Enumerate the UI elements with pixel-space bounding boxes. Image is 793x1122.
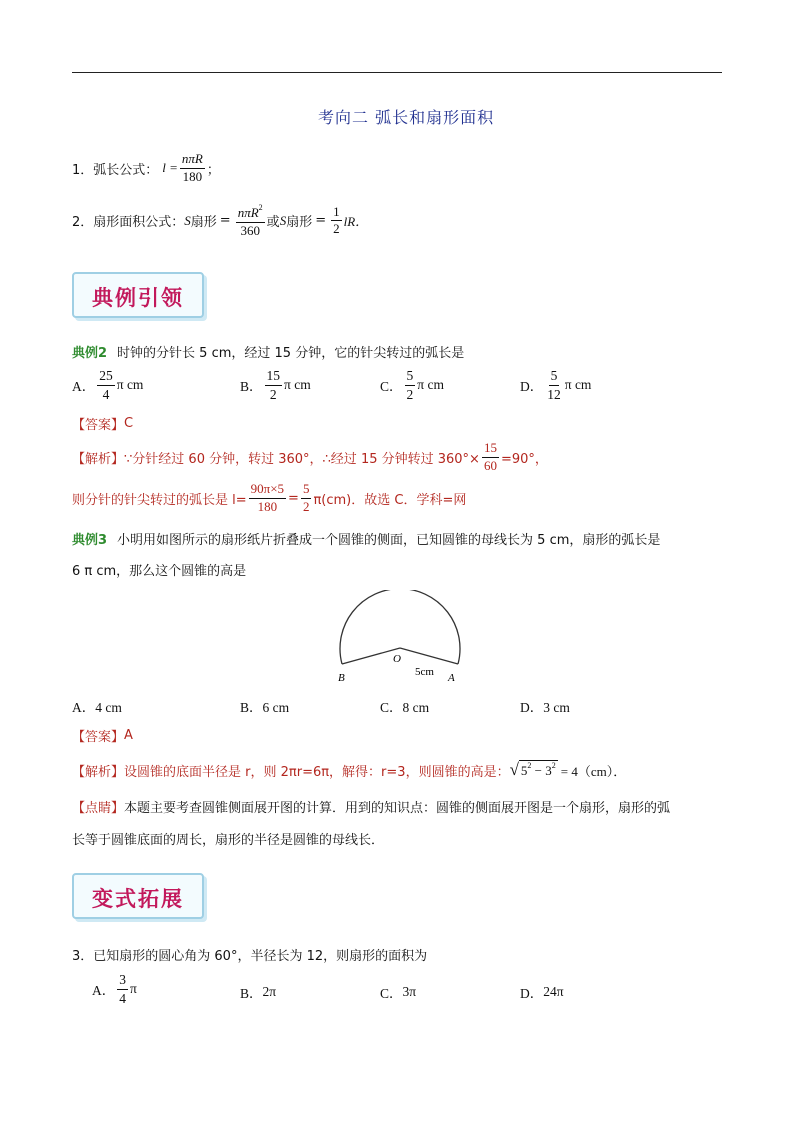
analysis-label: 【解析】 [72,451,125,467]
option-letter: B． [240,379,263,395]
formula2-tail: lR． [343,214,369,230]
formula1-lhs: l = [162,160,178,176]
option-den: 4 [119,990,126,1006]
formula2-den2: 2 [333,221,340,237]
option-num: 3 [117,972,128,990]
question3-option-a [92,972,137,1006]
variation-badge-label: 变式拓展 [92,886,184,911]
sector-point-a: A [448,672,455,684]
analysis-frac-num: 15 [482,441,499,458]
option-unit: π cm [417,377,444,393]
variation-badge [72,873,204,919]
option-letter: C． [380,986,403,1001]
option-text: 24π [543,984,564,999]
option-letter: A． [92,983,116,999]
formula2-eq: = [219,213,231,229]
analysis2-den2: 2 [302,498,310,514]
sector-center-label: O [393,653,401,665]
example3-option-d: D．3 cm [520,700,570,715]
tip-text1: 本题主要考查圆锥侧面展开图的计算．用到的知识点：圆锥的侧面展开图是一个扇形，扇形的弧 [124,801,671,816]
example3-text2: 6 π cm，那么这个圆锥的高是 [72,564,247,579]
option-unit: π cm [284,377,311,393]
option-text: 2π [262,984,277,999]
sqrt-b: 3 [545,763,552,779]
option-text: 3π [402,984,417,999]
example3-text1: 小明用如图所示的扇形纸片折叠成一个圆锥的侧面，已知圆锥的母线长为 5 cm，扇形的弧长是 [117,533,661,548]
question3-option-c [380,982,416,1002]
sector-figure [330,590,470,690]
answer-value: A [124,728,133,743]
option-den: 2 [269,386,277,402]
formula2-den: 360 [240,222,260,238]
tip-text2: 长等于圆锥底面的周长，扇形的半径是圆锥的母线长． [72,833,385,848]
example3-option-c: C．8 cm [380,700,430,715]
analysis-frac-den: 60 [483,457,497,473]
sqrt-expression [510,760,627,780]
analysis2-tail: π(cm)．故选 C．学科=网 [313,492,467,508]
tip-label: 【点睛】 [72,801,125,816]
sqrt-a: 5 [520,763,528,779]
sector-radius-right [400,648,458,664]
option-num: 5 [549,368,560,386]
analysis-label: 【解析】 [72,764,125,780]
example3-label: 典例3 [72,533,108,548]
sqrt-radicand: $5^2 - 3^2$ [520,761,556,779]
example-badge-label: 典例引领 [92,285,184,310]
page-title: 考向二 弧长和扇形面积 [318,108,495,127]
example3-option-b: B．6 cm [240,700,290,715]
example2-text: 时钟的分针长 5 cm，经过 15 分钟，它的针尖转过的弧长是 [117,346,465,361]
question3-text: 3．已知扇形的圆心角为 60°，半径长为 12，则扇形的面积为 [72,949,428,964]
option-letter: D． [520,379,544,395]
example2-answer [72,414,133,433]
option-num: 25 [97,368,115,386]
analysis-text: 设圆锥的底面半径是 r，则 2πr=6π，解得：r=3，则圆锥的高是： [124,764,510,780]
option-den: 12 [547,386,561,402]
sector-radius-left [342,648,400,664]
analysis2-eq: = [288,490,299,506]
option-letter: A． [72,379,96,395]
analysis2-prefix: 则分针的针尖转过的弧长是 l= [72,492,247,508]
example3-question-2 [72,560,246,579]
example2-analysis [72,441,548,474]
analysis2-num1: 90π×5 [249,482,286,499]
formula2-sub2: 扇形 [286,215,313,231]
analysis-text: ∵分针经过 60 分钟，转过 360°，∴经过 15 分钟转过 360°× [124,451,480,467]
example-badge [72,272,204,318]
example2-option-b [240,368,311,402]
option-den: 2 [406,386,414,402]
sector-radius-label: 5cm [415,666,434,678]
option-num: 5 [405,368,416,386]
sector-point-b: B [338,672,345,684]
option-num: 15 [265,368,283,386]
option-unit: π cm [116,377,144,393]
example2-question [72,342,464,361]
sqrt-symbol: √ [509,760,519,779]
example2-analysis-line2 [72,482,466,515]
question3-option-d [520,982,564,1002]
example2-option-d [520,368,591,402]
option-letter: C． [380,379,403,395]
analysis2-den1: 180 [257,498,278,514]
example3-answer [72,726,133,745]
example3-question [72,529,660,548]
sqrt-tail: = 4（cm）． [560,763,627,779]
arc-length-formula [72,152,220,185]
formula1-fraction [180,152,205,185]
formula2-s: S [184,212,191,228]
option-letter: D． [520,986,544,1001]
formula1-prefix: 1．弧长公式： [72,162,159,178]
header-rule [72,72,722,73]
formula2-sub: 扇形 [190,215,217,231]
analysis2-num2: 5 [301,482,312,499]
example2-option-a [72,368,143,402]
formula2-or: 或 [266,215,280,231]
formula1-den: 180 [182,168,203,184]
answer-value: C [124,416,134,431]
formula2-num2: 1 [331,205,342,222]
formula2-eq2: = [315,213,327,229]
formula1-tail: ； [206,162,220,178]
formula2-num: nπR [237,205,259,220]
formula2-s2: S [279,212,287,228]
answer-label: 【答案】 [72,730,125,745]
example3-option-a: A．4 cm [72,700,122,715]
formula2-sup: 2 [258,203,263,212]
option-unit: π [130,981,137,997]
option-den: 4 [102,386,110,402]
formula2-fraction [236,203,265,239]
formula1-num: nπR [180,152,205,169]
option-letter: B． [240,986,263,1001]
example2-label: 典例2 [72,346,108,361]
example2-option-c [380,368,444,402]
answer-label: 【答案】 [72,418,125,433]
example3-analysis [72,760,626,780]
question3-option-b [240,982,276,1002]
option-unit: π cm [564,377,592,393]
example3-tip-2 [72,829,384,848]
analysis-tail: =90°， [500,451,548,467]
formula2-fraction2 [331,205,342,238]
sector-area-formula [72,203,368,239]
formula2-prefix: 2．扇形面积公式： [72,215,185,231]
example3-tip [72,797,670,816]
